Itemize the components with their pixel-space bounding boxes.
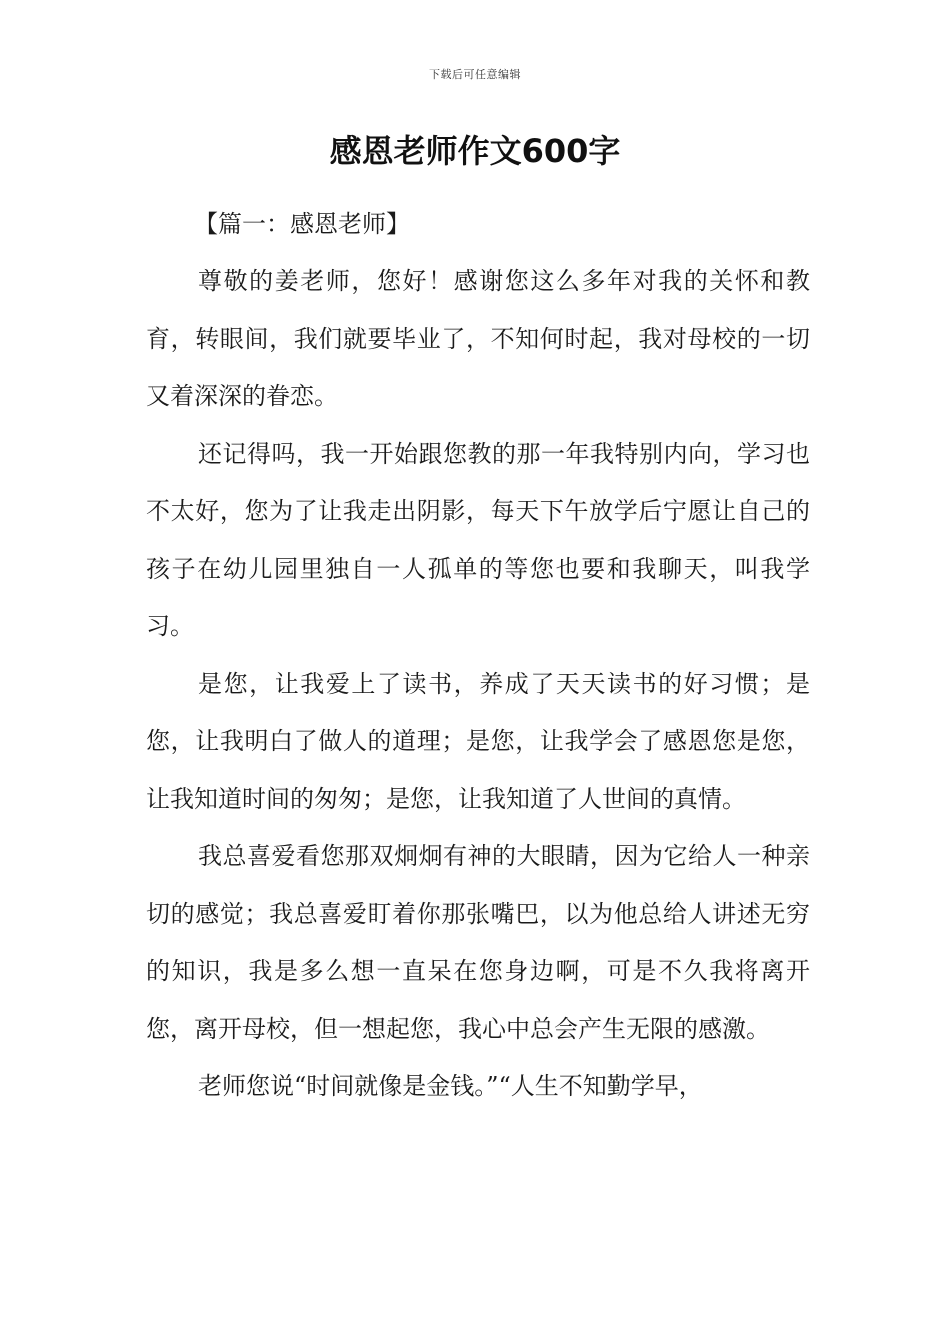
section-heading: 【篇一：感恩老师】 (194, 210, 410, 238)
paragraph-5: 老师您说“时间就像是金钱。”“人生不知勤学早， (198, 1072, 703, 1100)
paragraph-3: 是您，让我爱上了读书，养成了天天读书的好习惯；是您，让我明白了做人的道理；是您，让我学会了感恩您是您，让我知道时间的匆匆；是您，让我知道了人世间的真情。 (146, 669, 810, 813)
document-body (146, 195, 810, 1116)
paragraph-1: 尊敬的姜老师，您好！感谢您这么多年对我的关怀和教育，转眼间，我们就要毕业了，不知何时起，我对母校的一切又着深深的眷恋。 (146, 267, 810, 410)
paragraph-4: 我总喜爱看您那双炯炯有神的大眼睛，因为它给人一种亲切的感觉；我总喜爱盯着你那张嘴巴，以为他总给人讲述无穷的知识，我是多么想一直呆在您身边啊，可是不久我将离开您，离开母校，但一想起您，我心中总会产生无限的感激。 (146, 842, 810, 1043)
paragraph-2: 还记得吗，我一开始跟您教的那一年我特别内向，学习也不太好，您为了让我走出阴影，每天下午放学后宁愿让自己的孩子在幼儿园里独自一人孤单的等您也要和我聊天，叫我学习。 (146, 439, 810, 640)
document-title: 感恩老师作文600字 (329, 132, 621, 170)
header-note: 下载后可任意编辑 (429, 68, 521, 81)
